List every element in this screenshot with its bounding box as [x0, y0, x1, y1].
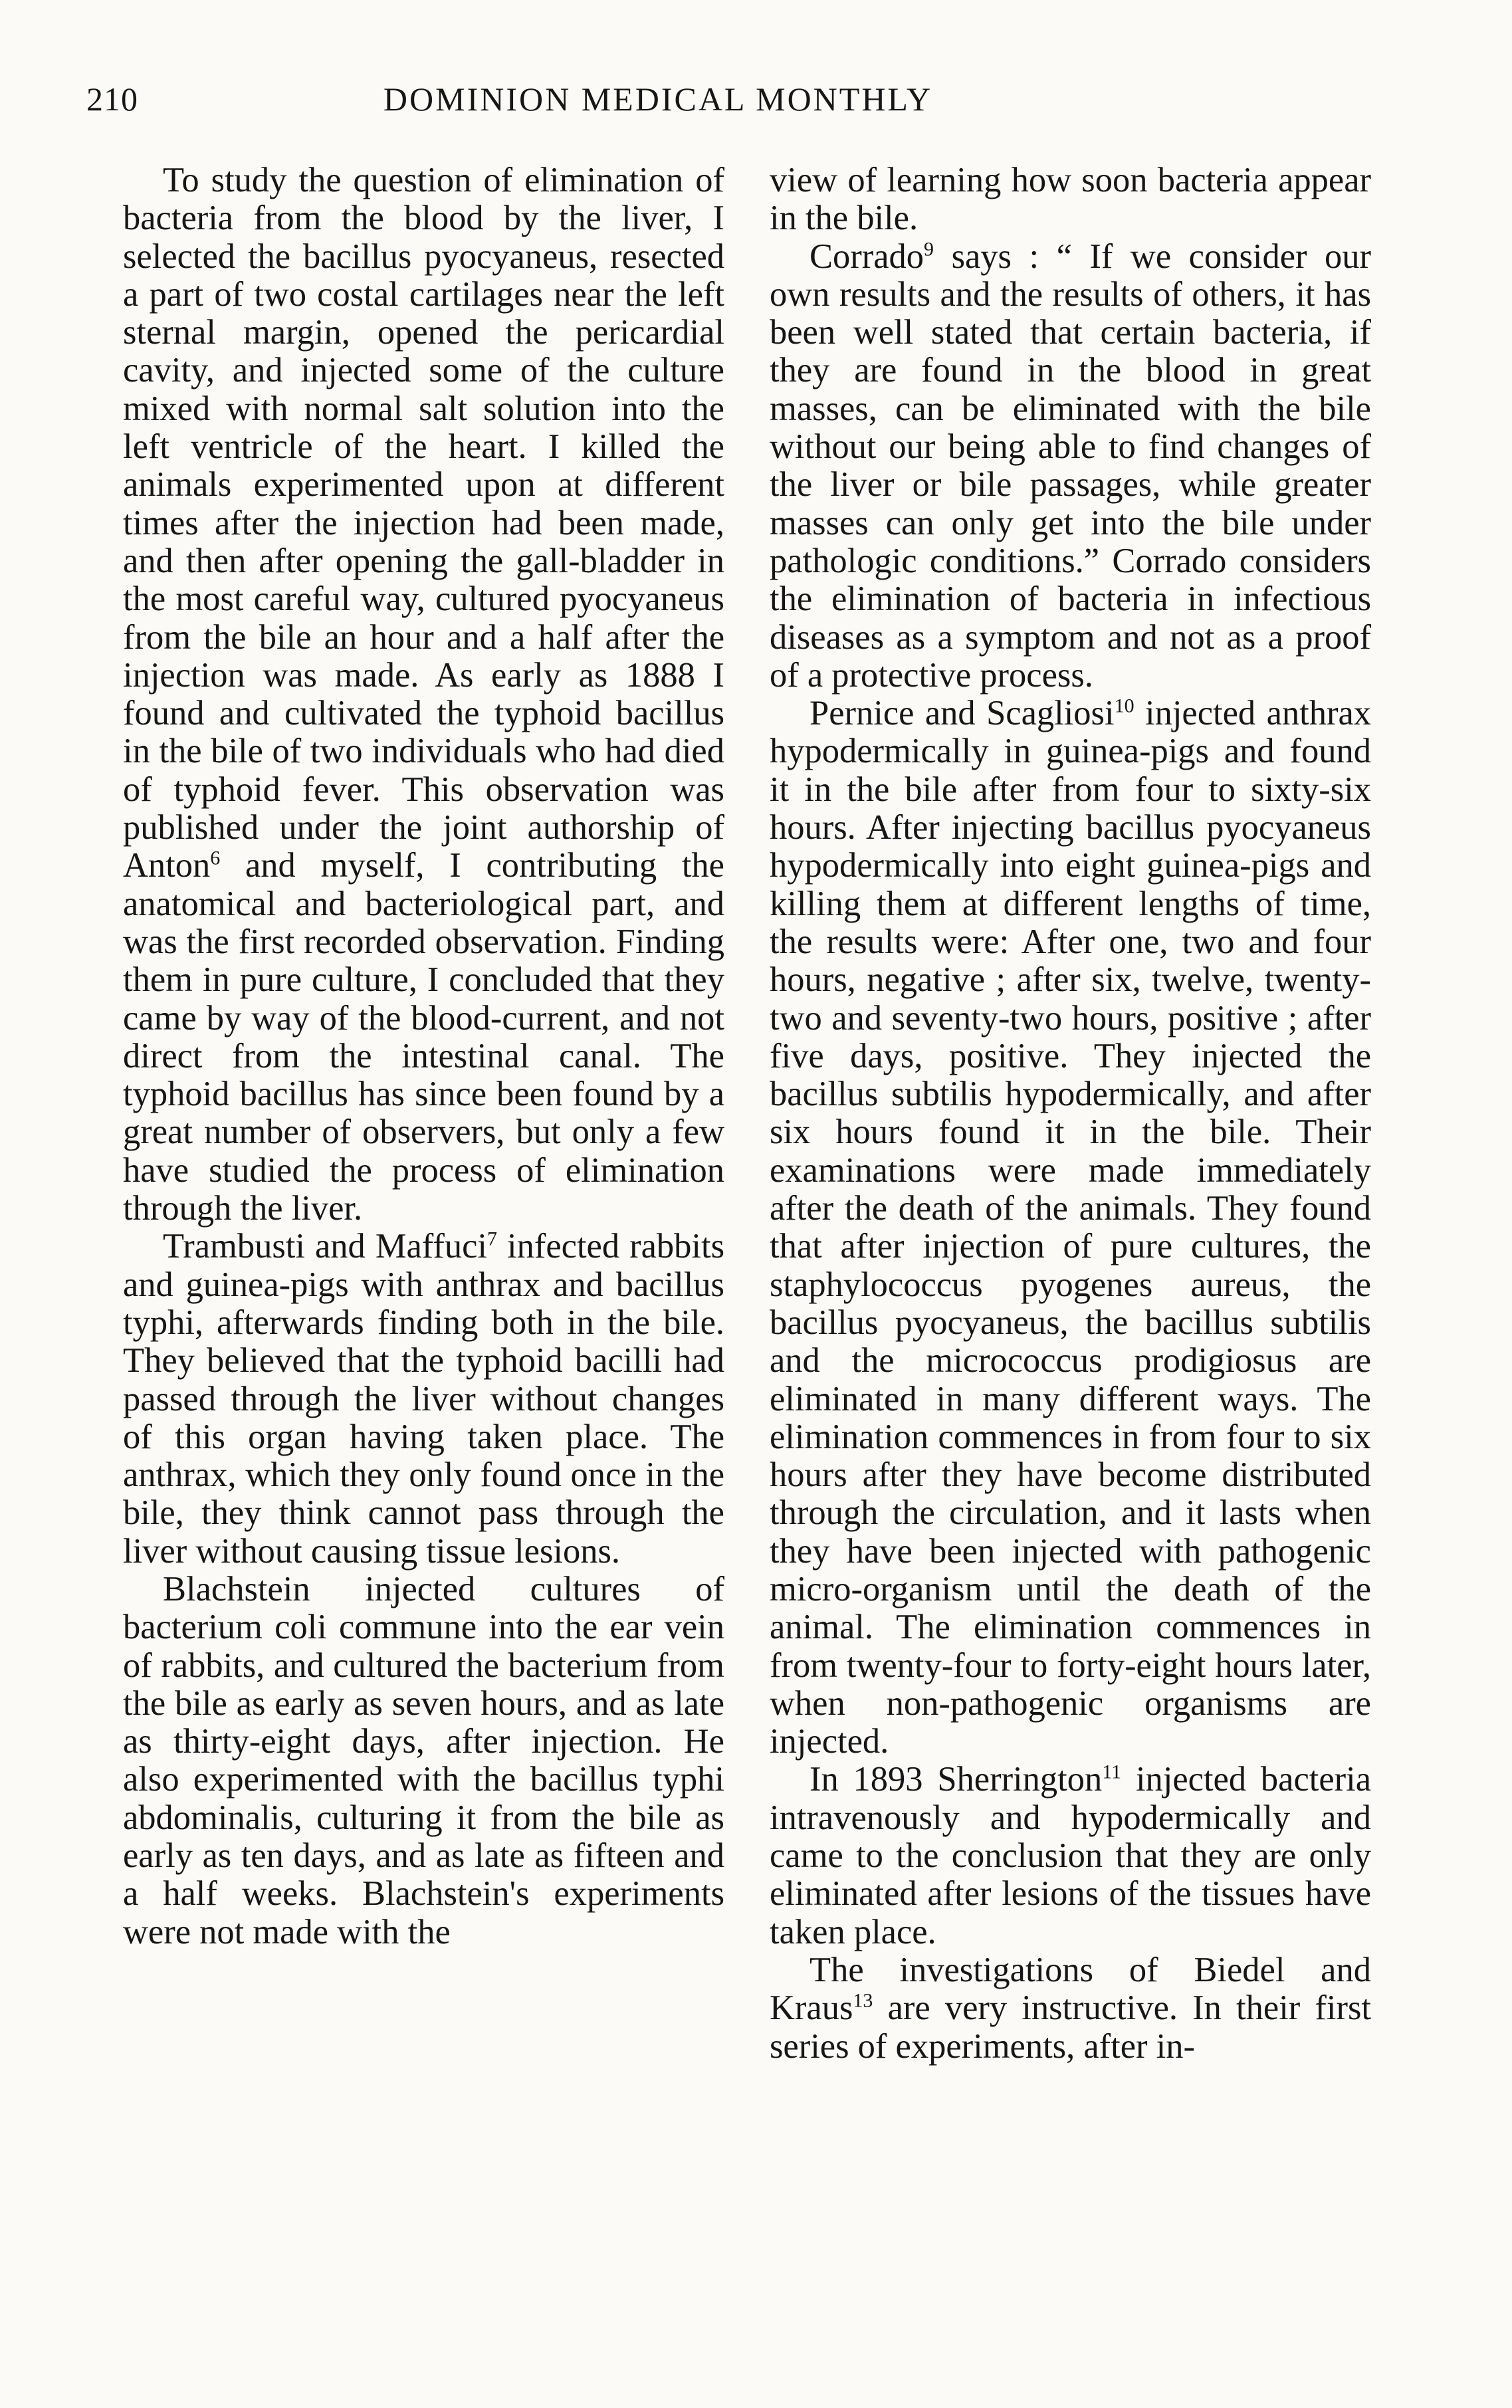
paragraph-text: and myself, I contributing the anatomical and bacteriological part, and was the first recorded observation. Finding them in pure culture, I concluded that they came by way of the blood-current, and not direct from the intestinal canal. The typhoid bacillus has since been found by a great number of observers, but only a few have studied the process of elimination through the liver. — [123, 846, 724, 1228]
paragraph — [770, 1951, 1371, 2066]
paragraph-text: The investigations of Biedel and Kraus — [770, 1950, 1371, 2028]
left-column — [123, 162, 724, 1951]
paragraph-text: injected anthrax hypodermically in guinea-pigs and found it in the bile after from four to sixty-six hours. After injecting bacillus pyocyaneus hypodermically into eight guinea-pigs and killing them at different lengths of time, the results were: After one, two and four hours, negative ; after six, twelve, twenty-two and seventy-two hours, positive ; after five days, positive. They injected the bacillus subtilis hypodermically, and after six hours found it in the bile. Their examinations were made immediately after the death of the animals. They found that after injection of pure cultures, the staphylococcus pyogenes aureus, the bacillus pyocyaneus, the bacillus subtilis and the micrococcus prodigiosus are eliminated in many different ways. The elimination commences in from four to six hours after they have become distributed through the circulation, and it lasts when they have been injected with pathogenic micro-organism until the death of the animal. The elimination commences in from twenty-four to forty-eight hours later, when non-pathogenic organisms are injected. — [770, 694, 1371, 1761]
running-head: DOMINION MEDICAL MONTHLY — [383, 80, 933, 118]
paragraph — [123, 1571, 724, 1951]
footnote-ref: 6 — [210, 847, 221, 869]
paragraph-text: Blachstein injected cultures of bacterium coli commune into the ear vein of rabbits, and cultured the bacterium from the bile as early as seven hours, and as late as thirty-eight days, after injection. He also experimented with the bacillus typhi abdominalis, culturing it from the bile as early as ten days, and as late as fifteen and a half weeks. Blachstein's experiments were not made with the — [123, 1569, 724, 1951]
paragraph — [770, 238, 1371, 695]
paragraph-text: injected bacteria intravenously and hypodermically and came to the conclusion that they are only eliminated after lesions of the tissues have taken place. — [770, 1760, 1372, 1951]
paragraph-text: Corrado — [810, 237, 924, 276]
footnote-ref: 9 — [924, 238, 934, 261]
footnote-ref: 11 — [1102, 1761, 1122, 1783]
paragraph-text: are very instructive. In their first series of experiments, after in- — [770, 1989, 1372, 2066]
footnote-ref: 10 — [1114, 695, 1134, 717]
paragraph-text: In 1893 Sherrington — [810, 1760, 1103, 1799]
paragraph — [123, 1228, 724, 1571]
author-name: Anton — [123, 846, 211, 885]
right-column — [770, 162, 1371, 2066]
page-number: 210 — [86, 80, 138, 118]
footnote-ref: 7 — [486, 1228, 497, 1250]
paragraph — [123, 162, 724, 1228]
paragraph — [770, 695, 1371, 1761]
paragraph-text: says : “ If we consider our own results and the results of others, it has been well stated that certain bacteria, if they are found in the blood in great masses, can be eliminated with the bile without our being able to find changes of the liver or bile passages, while greater masses can only get into the bile under pathologic conditions.” Corrado considers the elimination of bacteria in infectious diseases as a symptom and not as a proof of a protective process. — [770, 237, 1372, 695]
page-header — [86, 80, 1070, 133]
paragraph-text: To study the question of elimination of bacteria from the blood by the liver, I selected the bacillus pyocyaneus, resected a part of two costal cartilages near the left sternal margin, opened the pericardial cavity, and injected some of the culture mixed with normal salt solution into the left ventricle of the heart. I killed the animals experimented upon at different times after the injection had been made, and then after opening the gall-bladder in the most careful way, cultured pyocyaneus from the bile an hour and a half after the injection was made. As early as 1888 I found and cultivated the typhoid bacillus in the bile of two individuals who had died of typhoid fever. This observation was published under the joint authorship of — [123, 161, 724, 847]
footnote-ref: 13 — [853, 1989, 873, 2012]
paragraph-text: infected rabbits and guinea-pigs with anthrax and bacillus typhi, afterwards finding both in the bile. They believed that the typhoid bacilli had passed through the liver without changes of this organ having taken place. The anthrax, which they only found once in the bile, they think cannot pass through the liver without causing tissue lesions. — [123, 1227, 725, 1571]
paragraph-text: Trambusti and Maffuci — [163, 1227, 487, 1266]
paragraph — [770, 162, 1371, 238]
paragraph-text: view of learning how soon bacteria appear in the bile. — [770, 161, 1371, 238]
paragraph-text: Pernice and Scagliosi — [810, 694, 1115, 733]
paragraph — [770, 1761, 1371, 1951]
